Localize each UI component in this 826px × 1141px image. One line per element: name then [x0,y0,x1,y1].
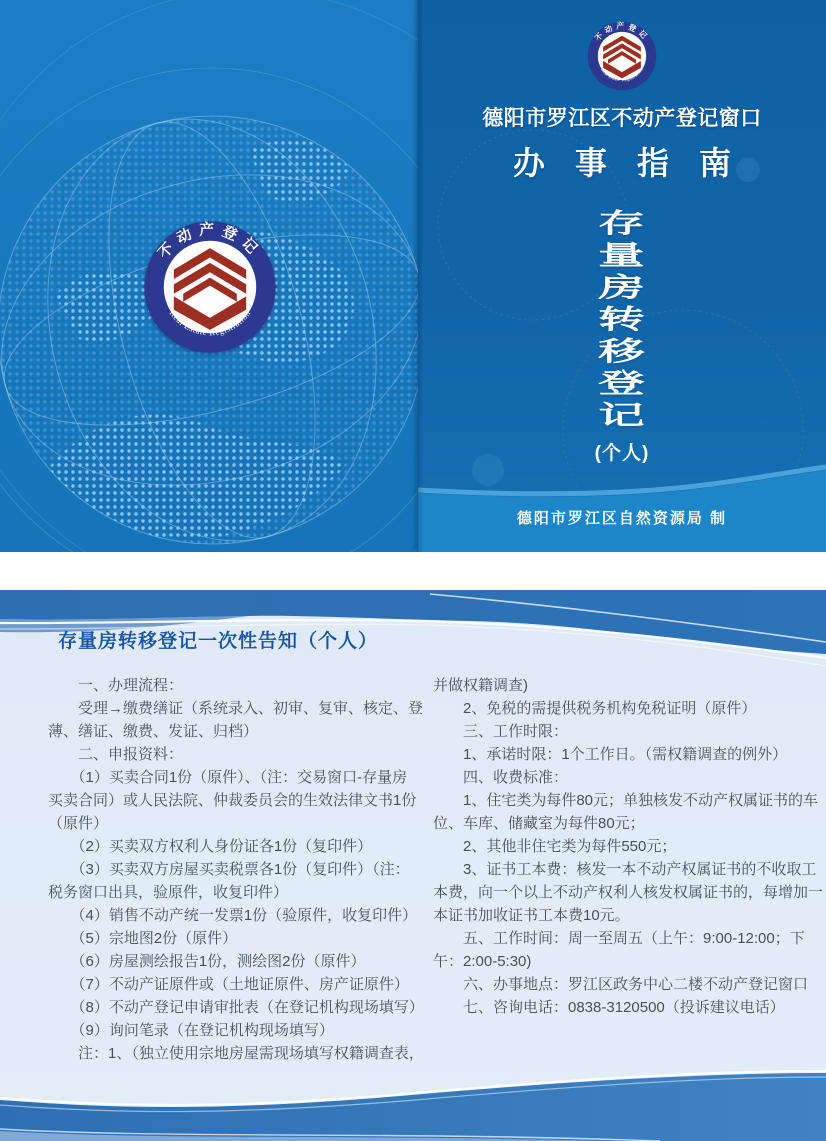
text-line: （3）买卖双方房屋买卖税票各1份（复印件）（注： [48,861,410,878]
text-line: 3、证书工本费：核发一本不动产权属证书的不收取工 [433,861,817,878]
text-line: （6）房屋测绘报告1份，测绘图2份（原件） [48,953,366,970]
notice-column-left [48,674,425,1065]
text-line: 六、办事地点：罗江区政务中心二楼不动产登记窗口 [433,976,809,993]
text-line: （5）宗地图2份（原件） [48,930,238,947]
text-line: （9）询问笔录（在登记机构现场填写） [48,1022,334,1039]
cover-title-line2: 办事指南 [512,145,761,181]
vertical-title-char: 登 [598,369,646,399]
text-line: 薄、缮证、缴费、发证、归档） [48,723,259,740]
notice-page [0,590,826,1141]
notice-column-right [433,674,824,1065]
vertical-title-char: 移 [598,337,646,367]
text-line: 并做权籍调查) [433,677,528,694]
notice-columns [48,674,824,1065]
text-line: 三、工作时限： [433,723,569,740]
real-estate-registration-emblem-small [587,21,657,91]
text-line: 五、工作时间：周一至周五（上午：9:00-12:00；下 [433,930,805,947]
text-line: （8）不动产登记申请审批表（在登记机构现场填写） [48,999,424,1016]
cover-page [0,0,826,552]
text-line: 税务窗口出具，验原件，收复印件） [48,884,289,901]
cover-vertical-subtitle: (个人) [594,443,650,464]
text-line: （原件） [48,815,109,832]
cover-title-line1: 德阳市罗江区不动产登记窗口 [482,107,762,130]
text-line: 注：1、（独立使用宗地房屋需现场填写权籍调查表， [48,1045,424,1062]
text-line: 四、收费标准： [433,769,569,786]
text-line: 本证书加收证书工本费10元。 [433,907,630,924]
vertical-title-char: 房 [598,273,646,303]
fold-crease [412,0,424,552]
vertical-title-char: 记 [598,401,646,431]
cover-wave-graphic [418,452,826,552]
vertical-title-char: 量 [598,241,646,271]
text-line: 位、车库、储藏室为每件80元； [433,815,645,832]
cover-left-panel [0,0,418,552]
text-line: 买卖合同）或人民法院、仲裁委员会的生效法律文书1份 [48,792,417,809]
text-line: 1、承诺时限：1个工作日。（需权籍调查的例外） [433,746,788,763]
real-estate-registration-emblem-large [143,220,277,354]
text-line: 2、其他非住宅类为每件550元； [433,838,677,855]
vertical-title-char: 存 [598,209,646,239]
cover-right-panel [418,0,826,552]
text-line: 1、住宅类为每件80元；单独核发不动产权属证书的车 [433,792,819,809]
vertical-title-char: 转 [598,305,646,335]
text-line: 一、办理流程： [48,677,184,694]
text-line: （1）买卖合同1份（原件）、（注：交易窗口-存量房 [48,769,408,786]
cover-publisher: 德阳市罗江区自然资源局 制 [516,510,728,527]
text-line: 七、咨询电话：0838-3120500（投诉建议电话） [433,999,785,1016]
text-line: （2）买卖双方权利人身份证各1份（复印件） [48,838,373,855]
text-line: （7）不动产证原件或（土地证原件、房产证原件） [48,976,409,993]
cover-vertical-title [418,208,826,432]
text-line: 二、申报资料： [48,746,184,763]
notice-heading: 存量房转移登记一次性告知（个人） [58,631,379,652]
text-line: 受理→缴费缮证（系统录入、初审、复审、核定、登 [48,700,424,717]
text-line: 本费，向一个以上不动产权利人核发权属证书的，每增加一 [433,884,824,901]
text-line: 2、免税的需提供税务机构免税证明（原件） [433,700,757,717]
text-line: （4）销售不动产统一发票1份（验原件，收复印件） [48,907,418,924]
text-line: 午：2:00-5:30) [433,953,532,970]
page-bottom-wave-graphic [0,1069,826,1141]
